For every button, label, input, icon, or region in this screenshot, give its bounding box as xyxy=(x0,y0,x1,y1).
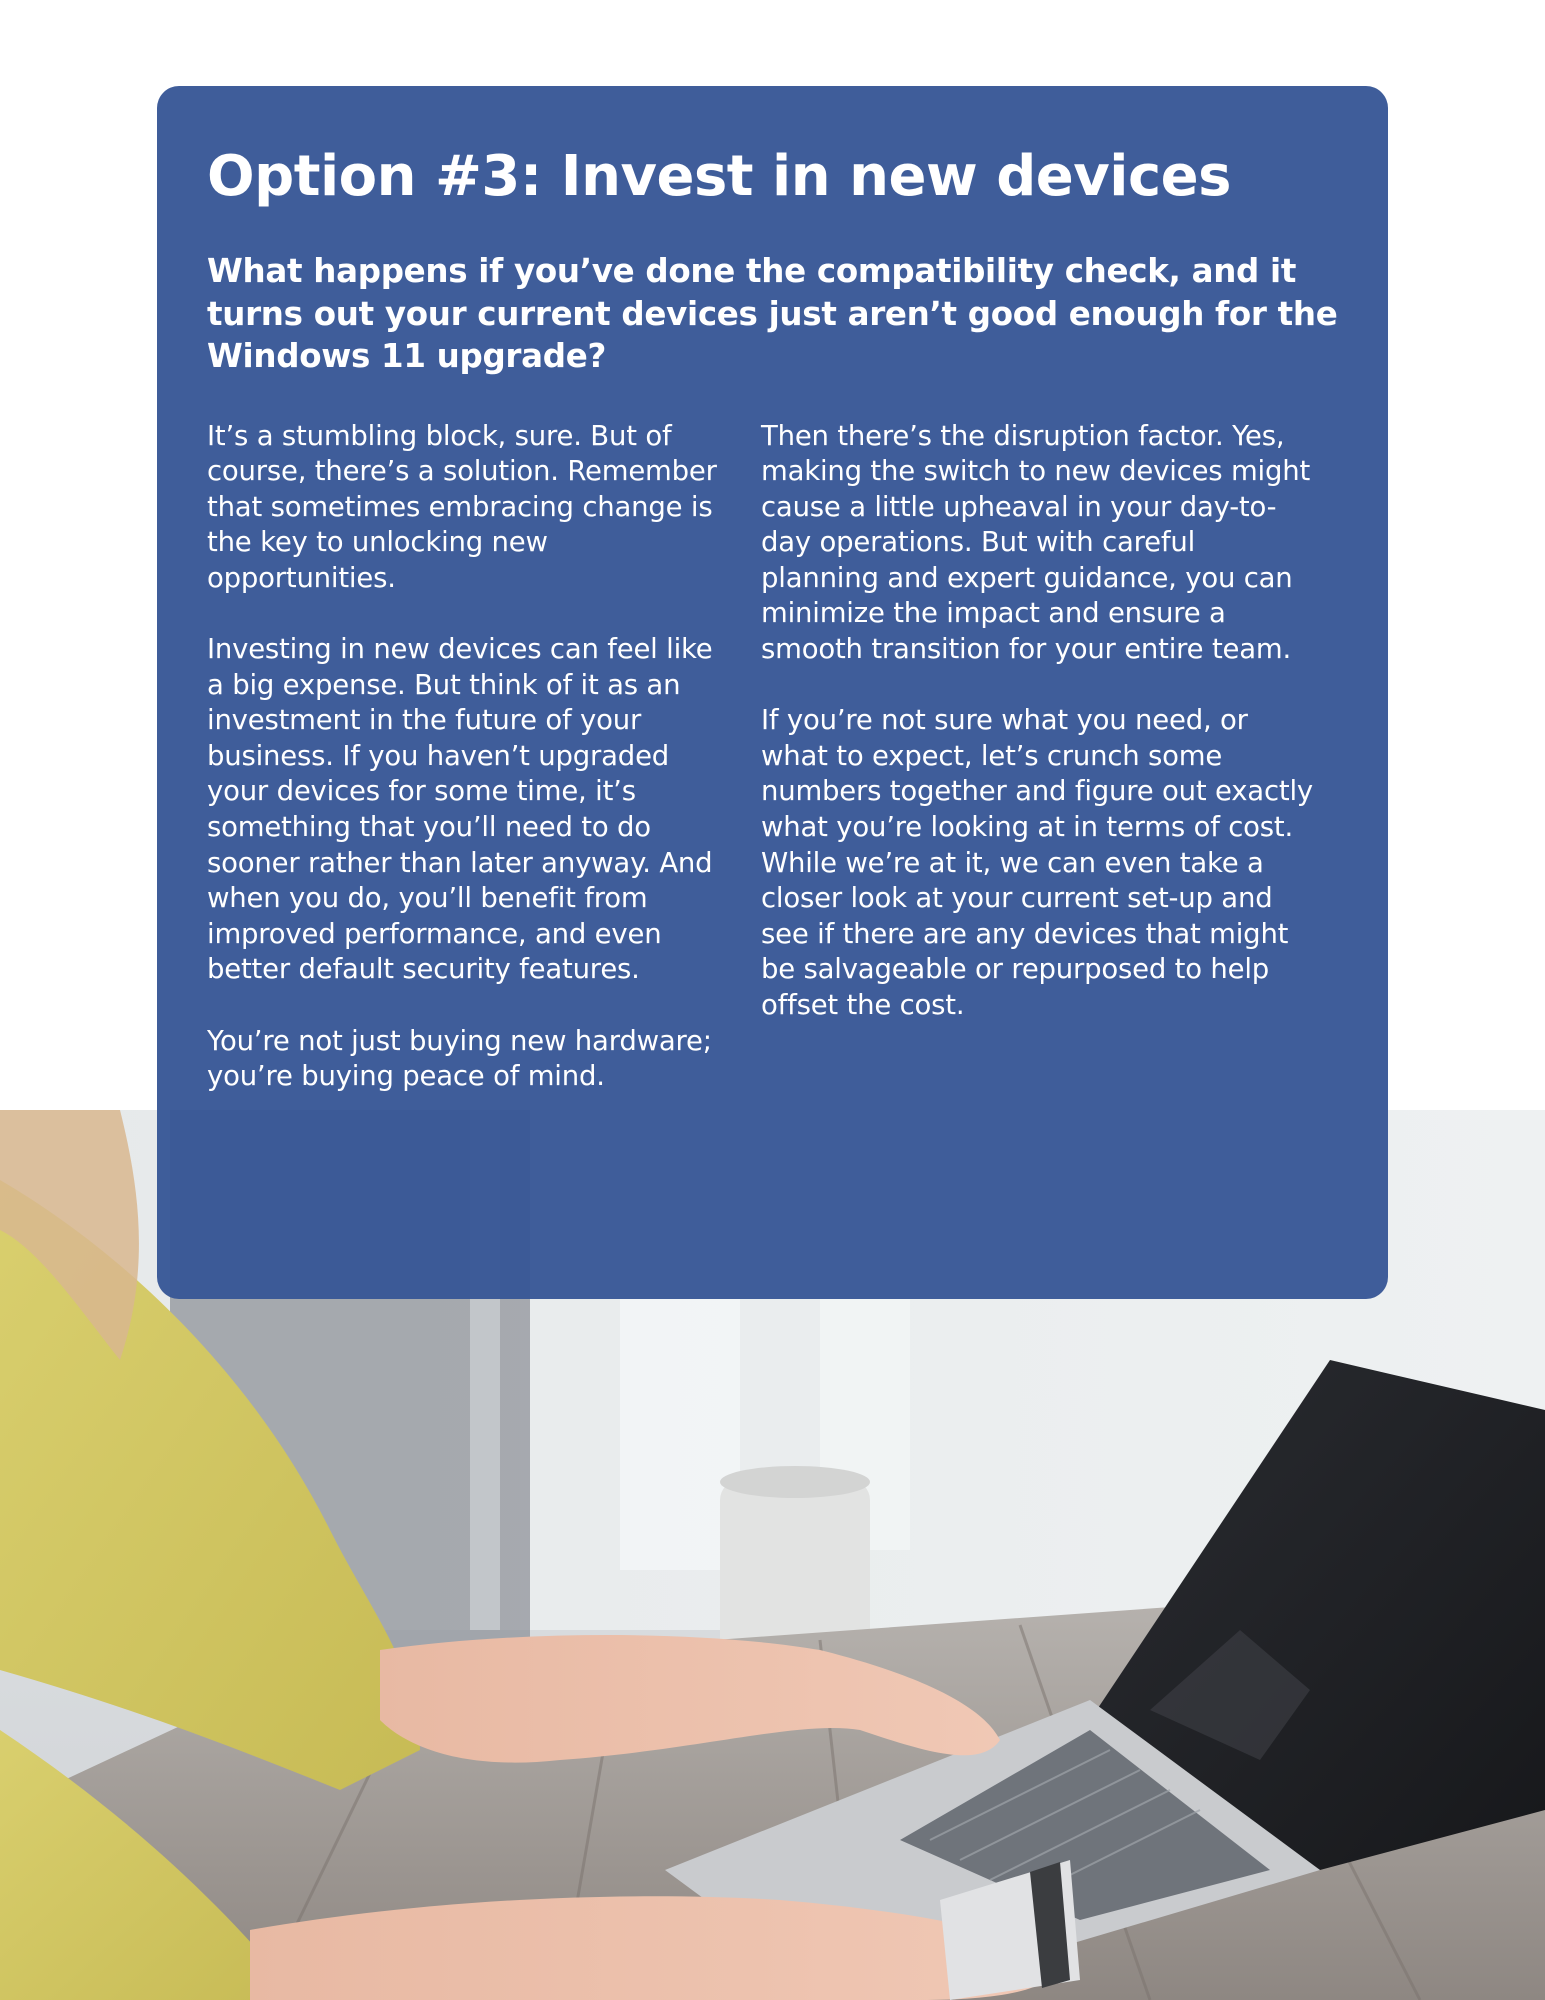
body-columns xyxy=(207,419,1348,1095)
subtitle-question: What happens if you’ve done the compatibility check, and it turns out your current devices just aren’t good enough for the Windows 11 upgrade? xyxy=(207,252,1338,375)
right-column xyxy=(761,419,1321,1095)
paragraph: Then there’s the disruption factor. Yes, making the switch to new devices might cause a little upheaval in your day-to-day operations. But with careful planning and expert guidance, you can minimize the impact and ensure a smooth transition for your entire team. xyxy=(761,419,1311,666)
paragraph: Investing in new devices can feel like a big expense. But think of it as an investment in the future of your business. If you haven’t upgraded your devices for some time, it’s something that you’ll need to do sooner rather than later anyway. And when you do, you’ll benefit from improved performance, and even better default security features. xyxy=(207,633,713,986)
paragraph: It’s a stumbling block, sure. But of course, there’s a solution. Remember that sometimes embracing change is the key to unlocking new opportunities. xyxy=(207,419,717,594)
paragraph: If you’re not sure what you need, or what to expect, let’s crunch some numbers together and figure out exactly what you’re looking at in terms of cost. While we’re at it, we can even take a closer look at your current set-up and see if there are any devices that might be salvageable or repurposed to help offset the cost. xyxy=(761,704,1313,1021)
page-title: Option #3: Invest in new devices xyxy=(207,144,1231,209)
left-column xyxy=(207,419,737,1095)
content-card xyxy=(157,86,1388,1299)
paragraph: You’re not just buying new hardware; you’re buying peace of mind. xyxy=(207,1024,712,1093)
